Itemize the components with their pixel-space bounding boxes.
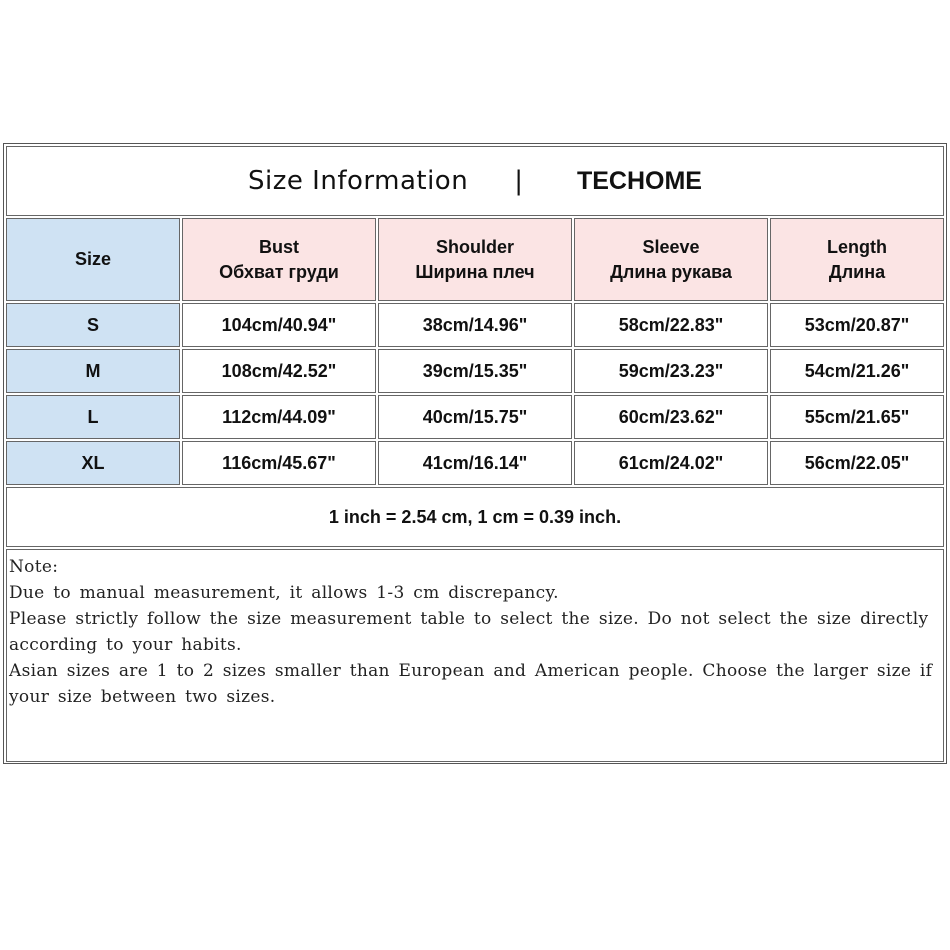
cell-value: 61cm/24.02" <box>618 452 724 473</box>
sleeve-value <box>574 441 768 485</box>
cell-value: 104cm/40.94" <box>221 314 337 335</box>
cell-value: 41cm/16.14" <box>422 452 528 473</box>
shoulder-value <box>378 349 572 393</box>
header-size <box>6 218 180 301</box>
note-line: Due to manual measurement, it allows 1-3 cm discrepancy. <box>9 583 559 603</box>
cell-value: 58cm/22.83" <box>618 314 724 335</box>
header-bust <box>182 218 376 301</box>
cell-value: 59cm/23.23" <box>618 360 724 381</box>
size-label: L <box>87 406 99 427</box>
size-m <box>6 349 180 393</box>
title-separator: | <box>514 166 523 196</box>
cell-value: 55cm/21.65" <box>804 406 910 427</box>
header-bust-ru: Обхват груди <box>219 261 339 282</box>
cell-value: 39cm/15.35" <box>422 360 528 381</box>
brand-name: TECHOME <box>576 166 702 195</box>
size-label: M <box>85 360 101 381</box>
header-shoulder-en: Shoulder <box>435 236 514 257</box>
size-label: S <box>86 314 99 335</box>
sleeve-value <box>574 349 768 393</box>
conversion-text: 1 inch = 2.54 cm, 1 cm = 0.39 inch. <box>328 506 622 527</box>
cell-value: 56cm/22.05" <box>804 452 910 473</box>
length-value <box>770 441 944 485</box>
header-shoulder-ru: Ширина плеч <box>415 261 535 282</box>
cell-value: 108cm/42.52" <box>221 360 337 381</box>
sleeve-value <box>574 395 768 439</box>
bust-value <box>182 303 376 347</box>
cell-value: 53cm/20.87" <box>804 314 910 335</box>
cell-value: 54cm/21.26" <box>804 360 910 381</box>
header-sleeve-en: Sleeve <box>642 236 700 257</box>
chart-title-bar <box>6 146 944 216</box>
header-sleeve-ru: Длина рукава <box>610 261 732 282</box>
note-line: Please strictly follow the size measurement table to select the size. Do not select the size directly according to your habits. <box>9 609 929 655</box>
size-xl <box>6 441 180 485</box>
cell-value: 116cm/45.67" <box>222 452 336 473</box>
sleeve-value <box>574 303 768 347</box>
size-l <box>6 395 180 439</box>
shoulder-value <box>378 303 572 347</box>
cell-value: 112cm/44.09" <box>222 406 336 427</box>
cell-value: 40cm/15.75" <box>422 406 528 427</box>
header-bust-en: Bust <box>259 236 299 257</box>
shoulder-value <box>378 395 572 439</box>
chart-title: Size Information <box>248 166 469 196</box>
notes-section <box>6 549 944 762</box>
header-size-label: Size <box>74 249 112 269</box>
header-length-en: Length <box>827 236 887 257</box>
conversion-note <box>6 487 944 547</box>
bust-value <box>182 349 376 393</box>
bust-value <box>182 395 376 439</box>
shoulder-value <box>378 441 572 485</box>
header-length <box>770 218 944 301</box>
length-value <box>770 395 944 439</box>
header-length-ru: Длина <box>828 261 886 282</box>
note-line: Asian sizes are 1 to 2 sizes smaller than European and American people. Choose the larger size if your size between two sizes. <box>9 661 933 707</box>
size-s <box>6 303 180 347</box>
note-heading: Note: <box>9 557 59 577</box>
length-value <box>770 349 944 393</box>
cell-value: 60cm/23.62" <box>618 406 724 427</box>
size-label: XL <box>81 452 105 473</box>
size-chart <box>3 143 947 764</box>
header-sleeve <box>574 218 768 301</box>
length-value <box>770 303 944 347</box>
header-shoulder <box>378 218 572 301</box>
bust-value <box>182 441 376 485</box>
cell-value: 38cm/14.96" <box>422 314 528 335</box>
